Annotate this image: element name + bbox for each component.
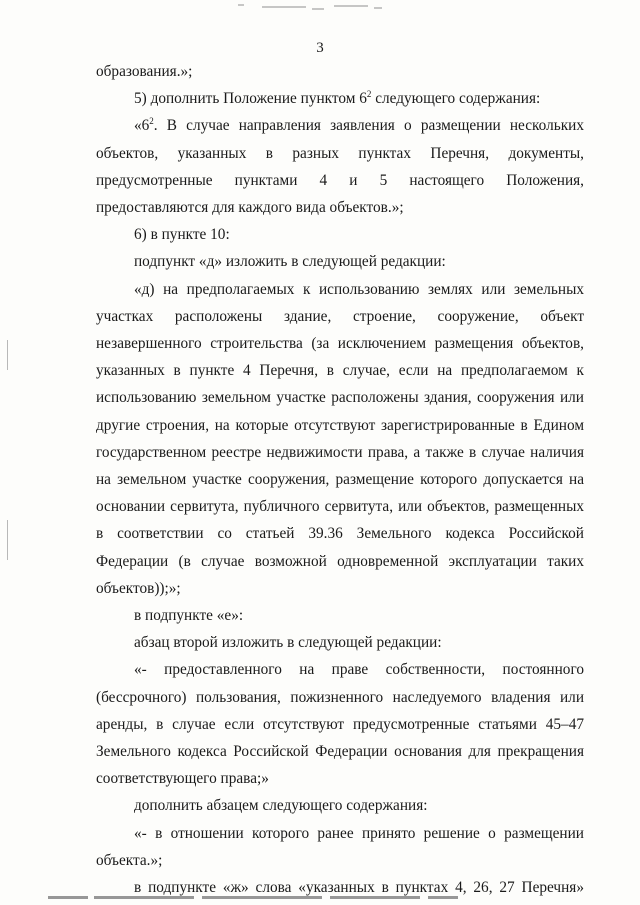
paragraph: 6) в пункте 10: xyxy=(134,226,230,244)
paragraph: 5) дополнить Положение пунктом $6^2$ следующего содержания: xyxy=(134,89,541,108)
paragraph: образования.»; xyxy=(96,63,193,80)
scan-artifact-top xyxy=(238,2,388,16)
paragraph: абзац второй изложить в следующей редакции: xyxy=(134,634,442,652)
paragraph: в подпункте «ж» слова «указанных в пунктах 4, 26, 27 Перечня» xyxy=(134,879,584,897)
paragraph: «- в отношении которого ранее принято решение о размещении объекта.»; xyxy=(96,824,584,869)
paragraph: дополнить абзацем следующего содержания: xyxy=(134,797,428,815)
document-body xyxy=(96,58,584,901)
paragraph: подпункт «д» изложить в следующей редакции: xyxy=(134,253,446,271)
paragraph: «$6^2$. В случае направления заявления о размещении нескольких объектов, указанных в разных пунктах Перечня, документы, предусмотренные пунктами 4 и 5 настоящего Положения, предоставляются для каждого вида объектов.»; xyxy=(96,116,584,217)
paragraph: в подпункте «е»: xyxy=(134,607,244,625)
page-number: 3 xyxy=(316,40,324,56)
scan-artifact-bottom xyxy=(24,896,624,901)
scan-artifact-left xyxy=(7,520,8,560)
paragraph: «д) на предполагаемых к использованию землях или земельных участках расположены здание, строение, сооружение, объект незавершенного строительства (за исключением размещения объектов, указанных в пункте 4 Перечня, в случае, если на предполагаемом к использованию земельном участке расположены здания, сооружения или другие строения, на которые отсутствуют зарегистрированные в Едином государственном реестре недвижимости права, а также в случае наличия на земельном участке сооружения, размещение которого допускается на основании сервитута, публичного сервитута, или объектов, размещенных в соответствии со статьей 39.36 Земельного кодекса Российской Федерации (в случае возможной одновременной эксплуатации таких объектов));»; xyxy=(96,280,584,597)
paragraph: «- предоставленного на праве собственности, постоянного (бессрочного) пользования, пожизненного наследуемого владения или аренды, в случае если отсутствуют предусмотренные статьями 45–47 Земельного кодекса Российской Федерации основания для прекращения соответствующего права;» xyxy=(96,661,584,788)
scan-artifact-left xyxy=(7,340,8,370)
